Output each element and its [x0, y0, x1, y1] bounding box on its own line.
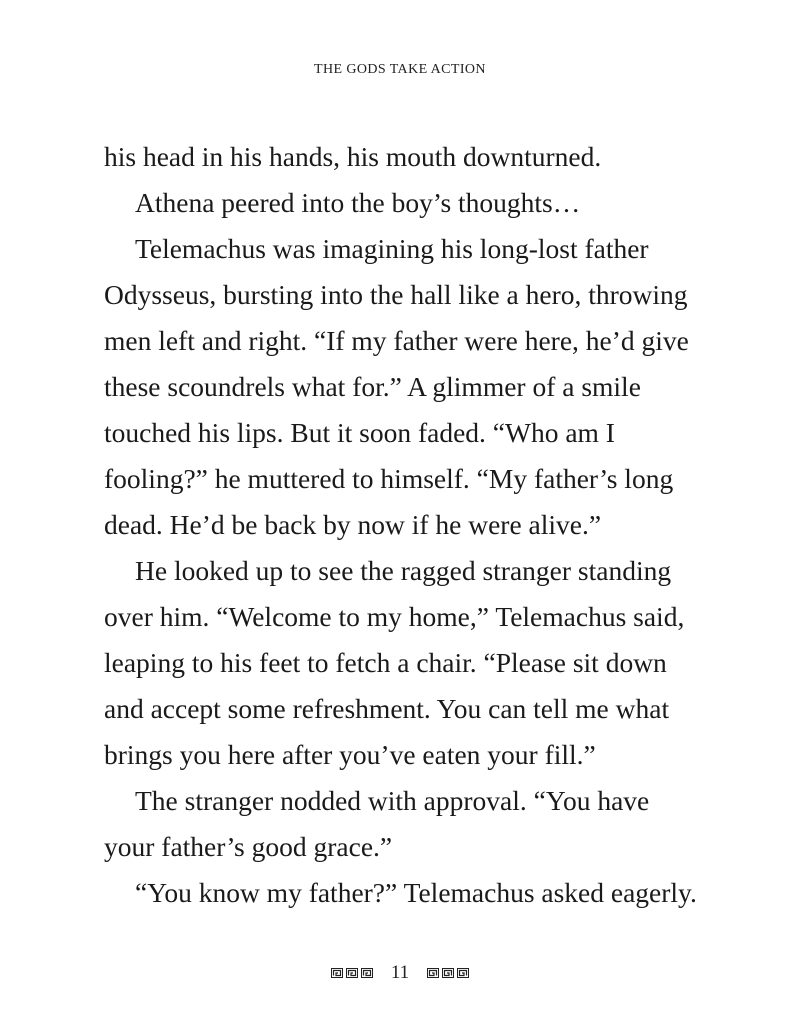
text-line: “You know my father?” Telemachus asked eagerly. [135, 877, 697, 908]
text-line: Athena peered into the boy’s thoughts… [135, 187, 581, 218]
text-line: Odysseus, bursting into the hall like a hero, throwing [104, 279, 688, 310]
text-line: touched his lips. But it soon faded. “Who am I [104, 417, 615, 448]
text-line: over him. “Welcome to my home,” Telemachus said, [104, 601, 685, 632]
text-line: The stranger nodded with approval. “You have [135, 785, 650, 816]
body-text [104, 134, 724, 916]
greek-key-icon [331, 968, 373, 978]
running-head: THE GODS TAKE ACTION [314, 62, 486, 77]
text-line: Telemachus was imagining his long-lost father [135, 233, 649, 264]
text-line: fooling?” he muttered to himself. “My father’s long [104, 463, 674, 494]
text-line: your father’s good grace.” [104, 831, 393, 862]
text-line: dead. He’d be back by now if he were alive.” [104, 509, 602, 540]
text-line: He looked up to see the ragged stranger standing [135, 555, 672, 586]
text-line: these scoundrels what for.” A glimmer of a smile [104, 371, 641, 402]
greek-key-icon [427, 968, 469, 978]
page-number: 11 [390, 962, 410, 983]
folio [0, 961, 800, 985]
text-line: brings you here after you’ve eaten your fill.” [104, 739, 596, 770]
text-line: leaping to his feet to fetch a chair. “Please sit down [104, 647, 667, 678]
text-line: his head in his hands, his mouth downturned. [104, 141, 602, 172]
text-line: and accept some refreshment. You can tell me what [104, 693, 670, 724]
text-line: men left and right. “If my father were here, he’d give [104, 325, 689, 356]
